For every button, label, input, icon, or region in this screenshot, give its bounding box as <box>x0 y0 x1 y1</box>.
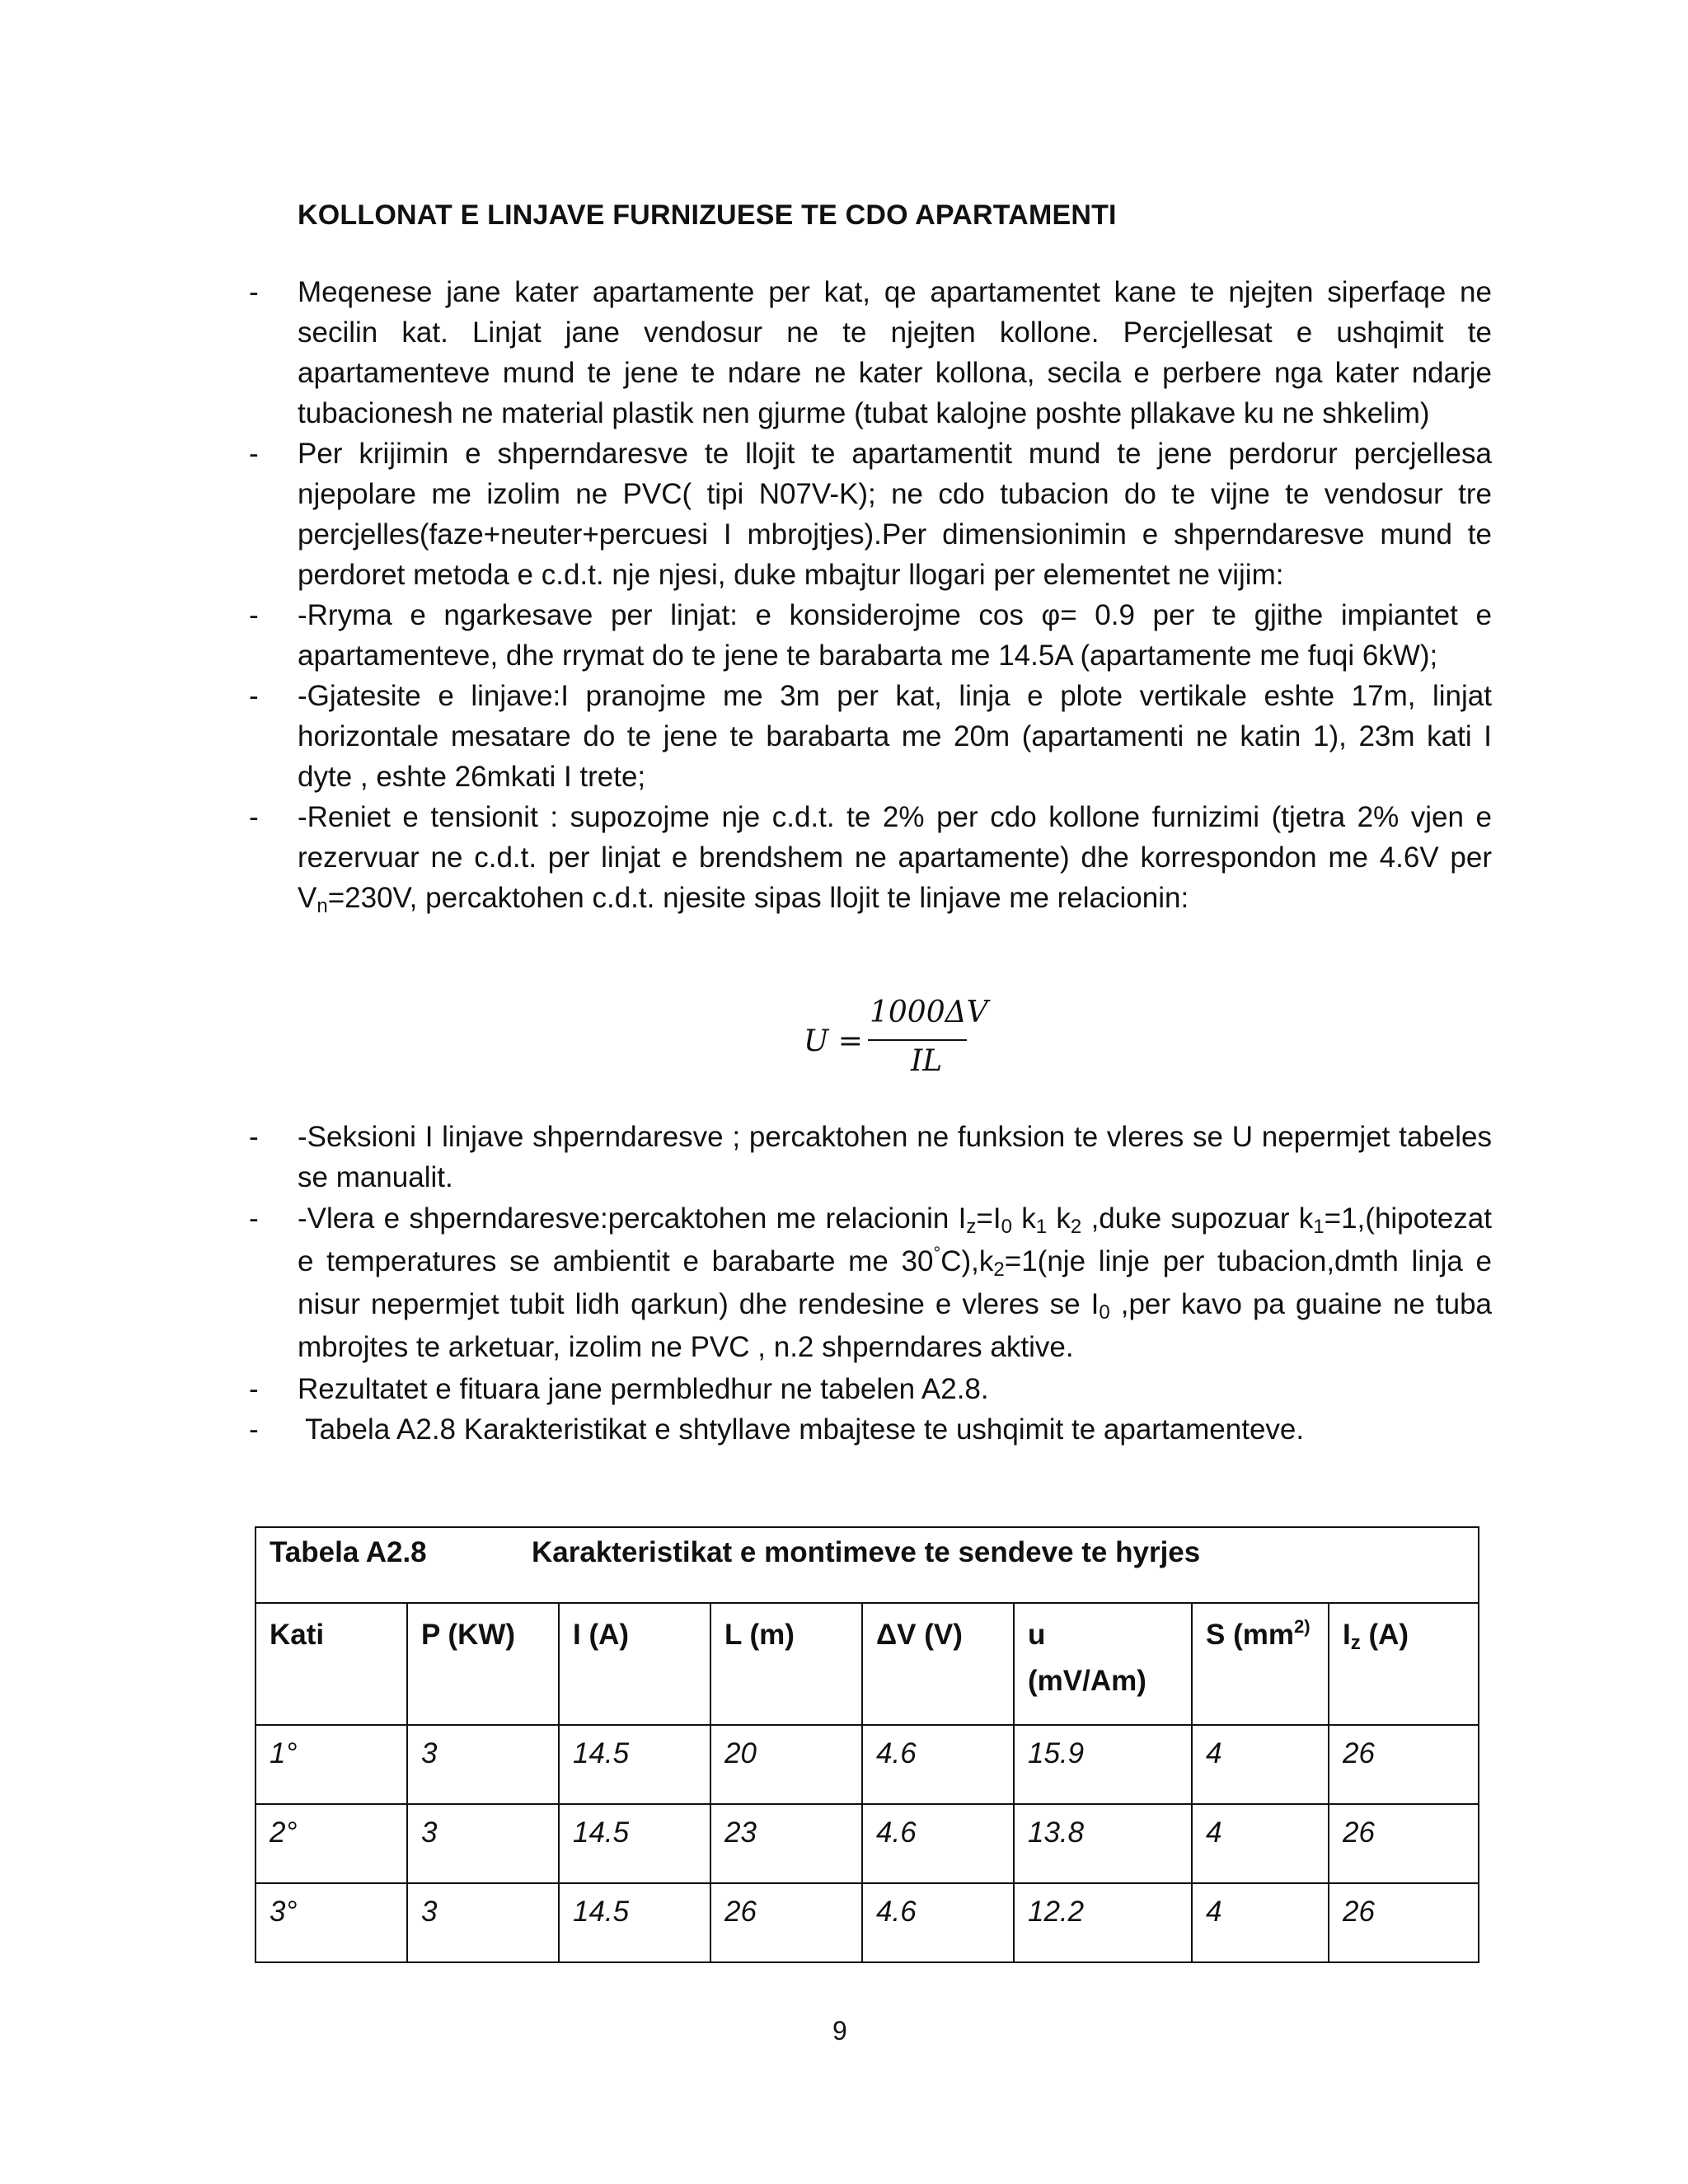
header-power: P (KW) <box>407 1603 559 1725</box>
header-iz-unit: (A) <box>1360 1619 1409 1651</box>
paragraph-text: -Rryma e ngarkesave per linjat: e konsiderojme cos φ= 0.9 per te gjithe impiantet e apartamenteve, dhe rrymat do te jene te barabarta me 14.5A (apartamente me fuqi 6kW); <box>298 599 1492 672</box>
list-item <box>239 1369 1492 1409</box>
bullet-dash: - <box>249 1121 259 1153</box>
table-caption-row <box>256 1527 1479 1603</box>
paragraph-text: C),k <box>940 1245 994 1277</box>
table-cell: 13.8 <box>1014 1804 1192 1883</box>
paragraph-text: =230V, percaktohen c.d.t. njesite sipas llojit te linjave me relacionin: <box>327 882 1189 914</box>
table-cell: 20 <box>710 1725 862 1804</box>
table-caption-label: Tabela A2.8 <box>270 1536 427 1568</box>
header-iz <box>1329 1603 1479 1725</box>
table-cell: 3° <box>256 1883 407 1962</box>
bullet-dash: - <box>249 438 259 470</box>
header-unit-drop-line2: (mV/Am) <box>1028 1665 1146 1697</box>
bullet-list-top <box>239 272 1492 918</box>
header-kati: Kati <box>256 1603 407 1725</box>
paragraph-text: Tabela A2.8 Karakteristikat e shtyllave mbajtese te ushqimit te apartamenteve. <box>298 1413 1305 1446</box>
subscript: 2 <box>993 1258 1005 1281</box>
paragraph-text: k <box>1047 1202 1071 1235</box>
table-cell: 14.5 <box>559 1804 710 1883</box>
table-cell: 4.6 <box>862 1804 1014 1883</box>
paragraph-text: -Vlera e shperndaresve:percaktohen me relacionin I <box>298 1202 967 1235</box>
header-voltage-drop: ΔV (V) <box>862 1603 1014 1725</box>
subscript: 1 <box>1035 1216 1048 1238</box>
voltage-drop-formula <box>804 991 1001 1090</box>
table-caption <box>256 1527 1479 1603</box>
bullet-dash: - <box>249 1202 259 1235</box>
paragraph-text: =1(nje linje per tubacion,dmth linja e nisur nepermjet tubit lidh qarkun) dhe rendesine e vleres se I <box>298 1245 1492 1320</box>
fraction-bar <box>868 1039 967 1041</box>
table-row <box>256 1883 1479 1962</box>
table-cell: 4 <box>1192 1804 1329 1883</box>
table-cell: 4.6 <box>862 1883 1014 1962</box>
paragraph-text: Rezultatet e fituara jane permbledhur ne tabelen A2.8. <box>298 1373 989 1405</box>
table-cell: 4 <box>1192 1725 1329 1804</box>
header-length: L (m) <box>710 1603 862 1725</box>
header-current: I (A) <box>559 1603 710 1725</box>
list-item <box>239 434 1492 595</box>
bullet-dash: - <box>249 1373 259 1405</box>
table-row <box>256 1804 1479 1883</box>
table-cell: 26 <box>1329 1883 1479 1962</box>
paragraph-text: -Gjatesite e linjave:I pranojme me 3m per kat, linja e plote vertikale eshte 17m, linjat horizontale mesatare do te jene te barabarta me 20m (apartamenti ne katin 1), 23m kati I dyte , eshte 26mkati I trete; <box>298 680 1492 793</box>
paragraph-text: -Reniet e tensionit : supozojme nje c.d.t. te 2% per cdo kollone furnizimi (tjetra 2% vjen e rezervuar ne c.d.t. per linjat e brendshem ne apartamente) dhe korrespondon me 4.6V per V <box>298 801 1492 914</box>
formula-numerator: 1000ΔV <box>870 996 988 1029</box>
subscript: n <box>316 895 328 917</box>
page-number: 9 <box>832 2016 847 2046</box>
superscript: ° <box>933 1243 941 1263</box>
superscript: 2) <box>1293 1616 1311 1637</box>
paragraph-text: ,per kavo pa guaine ne tuba mbrojtes te arketuar, izolim ne PVC , n.2 shperndares aktive. <box>298 1288 1493 1363</box>
header-unit-drop-line1: u <box>1028 1619 1046 1651</box>
section-title: KOLLONAT E LINJAVE FURNIZUESE TE CDO APARTAMENTI <box>298 199 1117 231</box>
subscript: 0 <box>1001 1216 1012 1238</box>
bullet-list-bottom <box>239 1117 1492 1450</box>
bullet-dash: - <box>249 276 259 308</box>
list-item <box>239 1197 1492 1369</box>
data-table <box>255 1526 1479 1963</box>
paragraph-text: =1,(hipotezat e temperatures se ambientit e barabarte me 30 <box>298 1202 1492 1277</box>
table-header-row <box>256 1603 1479 1725</box>
bullet-dash: - <box>249 1413 259 1446</box>
list-item <box>239 595 1492 676</box>
table-cell: 4 <box>1192 1883 1329 1962</box>
header-unit-drop <box>1014 1603 1192 1725</box>
table-row <box>256 1725 1479 1804</box>
header-iz-text: I <box>1343 1619 1351 1651</box>
header-section-text: S (mm <box>1206 1619 1294 1651</box>
table-cell: 3 <box>407 1725 559 1804</box>
list-item <box>239 1117 1492 1197</box>
table-cell: 3 <box>407 1883 559 1962</box>
bullet-dash: - <box>249 680 259 712</box>
header-section <box>1192 1603 1329 1725</box>
subscript: 2 <box>1070 1216 1082 1238</box>
subscript: z <box>966 1216 977 1238</box>
subscript: 1 <box>1313 1216 1325 1238</box>
table-cell: 14.5 <box>559 1883 710 1962</box>
paragraph-text: k <box>1011 1202 1036 1235</box>
table-caption-title: Karakteristikat e montimeve te sendeve te hyrjes <box>532 1536 1201 1568</box>
list-item <box>239 272 1492 434</box>
table-cell: 14.5 <box>559 1725 710 1804</box>
table-cell: 3 <box>407 1804 559 1883</box>
list-item <box>239 797 1492 918</box>
bullet-dash: - <box>249 599 259 631</box>
paragraph-text: Per krijimin e shperndaresve te llojit te apartamentit mund te jene perdorur percjellesa njepolare me izolim ne PVC( tipi N07V-K); ne cdo tubacion do te vijne te vendosur tre percjelles(faze+neuter+percuesi I mbrojtjes).Per dimensionimin e shperndaresve mund te perdoret metoda e c.d.t. nje njesi, duke mbajtur llogari per elementet ne vijim: <box>298 438 1492 591</box>
subscript: z <box>1350 1632 1361 1654</box>
paragraph-text: =I <box>976 1202 1001 1235</box>
table-cell: 26 <box>1329 1725 1479 1804</box>
table-cell: 4.6 <box>862 1725 1014 1804</box>
table-cell: 12.2 <box>1014 1883 1192 1962</box>
bullet-dash: - <box>249 801 259 833</box>
list-item <box>239 676 1492 797</box>
table-cell: 1° <box>256 1725 407 1804</box>
paragraph-text: -Seksioni I linjave shperndaresve ; percaktohen ne funksion te vleres se U nepermjet tabeles se manualit. <box>298 1121 1492 1193</box>
list-item <box>239 1409 1492 1450</box>
paragraph-text: ,duke supozuar k <box>1081 1202 1314 1235</box>
formula-denominator: IL <box>911 1044 943 1078</box>
table-cell: 23 <box>710 1804 862 1883</box>
table-cell: 26 <box>1329 1804 1479 1883</box>
table-cell: 15.9 <box>1014 1725 1192 1804</box>
table-cell: 2° <box>256 1804 407 1883</box>
subscript: 0 <box>1099 1301 1110 1324</box>
formula-lhs: U = <box>804 1024 863 1058</box>
table-cell: 26 <box>710 1883 862 1962</box>
paragraph-text: Meqenese jane kater apartamente per kat, qe apartamentet kane te njejten siperfaqe ne secilin kat. Linjat jane vendosur ne te njejten kollone. Percjellesat e ushqimit te apartamenteve mund te jene te ndare ne kater kollona, secila e perbere nga kater ndarje tubacionesh ne material plastik nen gjurme (tubat kalojne poshte pllakave ku ne shkelim) <box>298 276 1492 429</box>
